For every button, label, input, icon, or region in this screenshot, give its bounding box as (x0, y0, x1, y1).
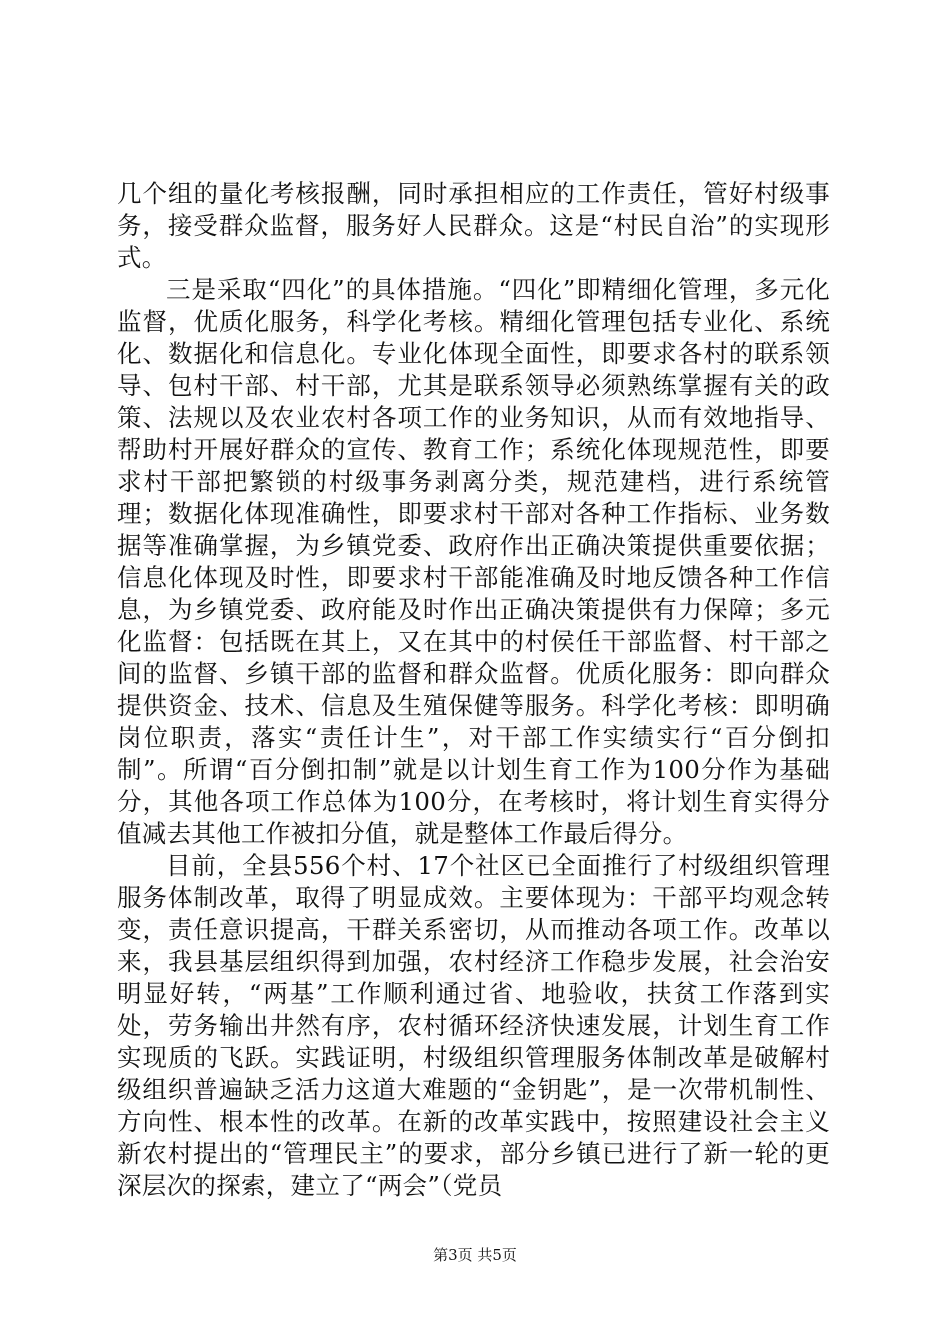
paragraph-four-measures: 三是采取“四化”的具体措施。“四化”即精细化管理，多元化监督，优质化服务，科学化考核。精细化管理包括专业化、系统化、数据化和信息化。专业化体现全面性，即要求各村的联系领导、包村干部、村干部，尤其是联系领导必须熟练掌握有关的政策、法规以及农业农村各项工作的业务知识，从而有效地指导、帮助村开展好群众的宣传、教育工作；系统化体现规范性，即要求村干部把繁锁的村级事务剥离分类，规范建档，进行系统管理；数据化体现准确性，即要求村干部对各种工作指标、业务数据等准确掌握，为乡镇党委、政府作出正确决策提供重要依据；信息化体现及时性，即要求村干部能准确及时地反馈各种工作信息，为乡镇党委、政府能及时作出正确决策提供有力保障；多元化监督：包括既在其上，又在其中的村侯任干部监督、村干部之间的监督、乡镇干部的监督和群众监督。优质化服务：即向群众提供资金、技术、信息及生殖保健等服务。科学化考核：即明确岗位职责，落实“责任计生”，对干部工作实绩实行“百分倒扣制”。所谓“百分倒扣制”就是以计划生育工作为100分作为基础分，其他各项工作总体为100分，在考核时，将计划生育实得分值减去其他工作被扣分值，就是整体工作最后得分。 (117, 275, 830, 848)
document-body (117, 178, 830, 1202)
paragraph-results: 目前，全县556个村、17个社区已全面推行了村级组织管理服务体制改革，取得了明显成效。主要体现为：干部平均观念转变，责任意识提高，干群关系密切，从而推动各项工作。改革以来，我县基层组织得到加强，农村经济工作稳步发展，社会治安明显好转，“两基”工作顺利通过省、地验收，扶贫工作落到实处，劳务输出井然有序，农村循环经济快速发展，计划生育工作实现质的飞跃。实践证明，村级组织管理服务体制改革是破解村级组织普遍缺乏活力这道大难题的“金钥匙”，是一次带机制性、方向性、根本性的改革。在新的改革实践中，按照建设社会主义新农村提出的“管理民主”的要求，部分乡镇已进行了新一轮的更深层次的探索，建立了“两会”（党员 (117, 851, 830, 1200)
paragraph-continuation: 几个组的量化考核报酬，同时承担相应的工作责任，管好村级事务，接受群众监督，服务好人民群众。这是“村民自治”的实现形式。 (117, 179, 830, 272)
page-footer: 第3页 共5页 (433, 1246, 517, 1264)
